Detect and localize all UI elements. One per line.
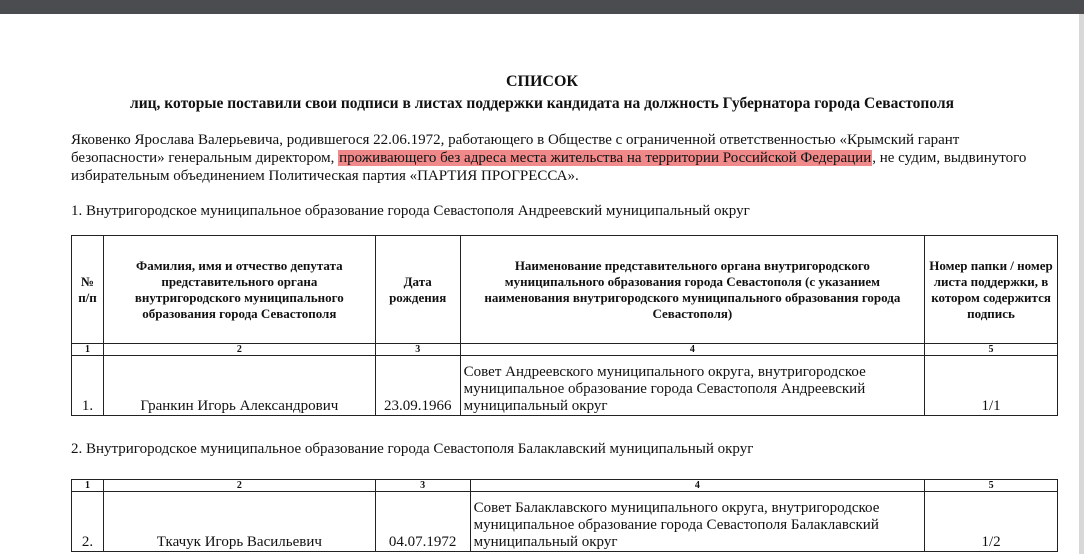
birth-date: 04.07.1972 <box>375 492 470 552</box>
column-number: 1 <box>72 480 104 492</box>
deputy-name: Гранкин Игорь Александрович <box>103 356 375 416</box>
signatures-table-2 <box>71 479 1058 552</box>
table-row <box>72 492 1058 552</box>
column-number: 2 <box>103 344 375 356</box>
document-subtitle: лиц, которые поставили свои подписи в листах поддержки кандидата на должность Губернатора города Севастополя <box>130 95 954 112</box>
section-2-title: 2. Внутригородское муниципальное образование города Севастополя Балаклавский муниципальный округ <box>71 441 754 457</box>
column-number: 3 <box>375 480 470 492</box>
header-date: Дата рождения <box>375 236 460 344</box>
column-number: 1 <box>72 344 104 356</box>
organ-name: Совет Андреевского муниципального округа, внутригородское муниципальное образование города Севастополя Андреевский муниципальный округ <box>460 356 924 416</box>
folder-number: 1/2 <box>925 492 1058 552</box>
column-number: 5 <box>925 344 1058 356</box>
column-number: 3 <box>375 344 460 356</box>
viewer-top-bar <box>0 0 1084 14</box>
column-number: 5 <box>925 480 1058 492</box>
header-name: Фамилия, имя и отчество депутата представительного органа внутригородского муниципального образования города Севастополя <box>103 236 375 344</box>
header-folder: Номер папки / номер листа поддержки, в котором содержится подпись <box>925 236 1058 344</box>
highlighted-address-text: проживающего без адреса места жительства на территории Российской Федерации <box>339 150 872 166</box>
column-number-row <box>72 344 1058 356</box>
candidate-info-part2: , не судим, выдвинутого избирательным объединением Политическая партия «ПАРТИЯ ПРОГРЕССА». <box>71 150 1027 184</box>
candidate-info <box>71 131 1041 185</box>
table-header-row <box>72 236 1058 344</box>
table-row <box>72 356 1058 416</box>
header-organ: Наименование представительного органа внутригородского муниципального образования города Севастополя (с указанием наименования внутригородского муниципального образования города Севастополя) <box>460 236 924 344</box>
candidate-info-part1: Яковенко Ярослава Валерьевича, родившегося 22.06.1972, работающего в Обществе с ограниченной ответственностью «Крымский гарант безопасности» генеральным директором, <box>71 132 960 166</box>
organ-name: Совет Балаклавского муниципального округа, внутригородское муниципальное образование города Севастополя Балаклавский муниципальный округ <box>470 492 924 552</box>
column-number: 2 <box>103 480 375 492</box>
column-number-row <box>72 480 1058 492</box>
header-num: № п/п <box>72 236 104 344</box>
column-number: 4 <box>460 344 924 356</box>
column-number: 4 <box>470 480 924 492</box>
row-number: 1. <box>72 356 104 416</box>
deputy-name: Ткачук Игорь Васильевич <box>103 492 375 552</box>
document-title: СПИСОК <box>505 73 579 90</box>
signatures-table-1 <box>71 235 1058 416</box>
row-number: 2. <box>72 492 104 552</box>
section-1-title: 1. Внутригородское муниципальное образование города Севастополя Андреевский муниципальный округ <box>71 203 750 219</box>
folder-number: 1/1 <box>925 356 1058 416</box>
birth-date: 23.09.1966 <box>375 356 460 416</box>
